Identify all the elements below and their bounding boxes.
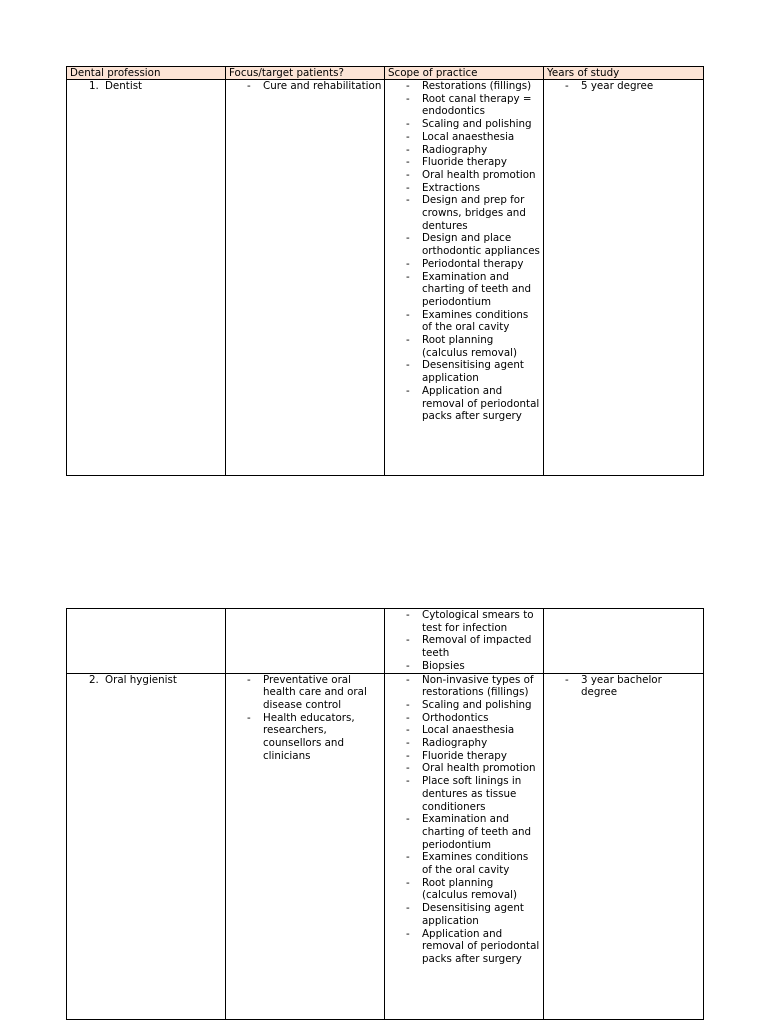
list-item [388, 674, 543, 699]
list-item-text: 5 year degree [581, 80, 654, 92]
list-marker: - [247, 80, 251, 92]
list-item-text: Root planning (calculus removal) [422, 876, 518, 902]
profession-list [70, 674, 225, 687]
list-item-text: Radiography [422, 143, 488, 156]
cell-years [544, 609, 704, 674]
list-item [388, 334, 543, 359]
list-marker: - [406, 609, 410, 621]
list-item-text: Removal of impacted teeth [422, 634, 532, 660]
list-marker: - [406, 851, 410, 864]
list-item-text: Cure and rehabilitation [263, 80, 382, 92]
list-item [388, 609, 543, 634]
list-marker: - [406, 384, 410, 397]
list-item [388, 775, 543, 813]
list-item-text: Scaling and polishing [422, 118, 532, 131]
cell-scope [385, 80, 544, 476]
list-item-text: Periodontal therapy [422, 257, 524, 270]
list-item [388, 271, 543, 309]
list-item [388, 194, 543, 232]
list-item-text: Local anaesthesia [422, 130, 515, 143]
list-item-text: Restorations (fillings) [422, 80, 532, 92]
list-marker: - [406, 130, 410, 143]
list-marker: - [406, 813, 410, 826]
list-item-text: Application and removal of periodontal packs after surgery [422, 927, 540, 965]
list-marker: - [406, 927, 410, 940]
list-item [388, 118, 543, 131]
list-marker: - [406, 876, 410, 889]
list-marker: - [406, 711, 410, 724]
list-item-text: Application and removal of periodontal packs after surgery [422, 384, 540, 423]
years-list [547, 674, 703, 699]
focus-list [229, 80, 384, 93]
list-item-text: Radiography [422, 737, 488, 750]
list-marker: - [406, 673, 410, 686]
list-item [388, 385, 543, 423]
list-item-text: Place soft linings in dentures as tissue conditioners [422, 775, 522, 813]
list-marker: - [406, 749, 410, 762]
list-item-text: Examination and charting of teeth and periodontium [422, 270, 532, 308]
list-marker: - [406, 762, 410, 775]
list-item-text: Examination and charting of teeth and periodontium [422, 813, 532, 851]
list-marker: - [406, 80, 410, 92]
header-years-of-study: Years of study [544, 67, 704, 80]
list-marker: - [406, 359, 410, 372]
list-item-text: Examines conditions of the oral cavity [422, 851, 529, 877]
list-marker: - [406, 194, 410, 207]
scope-list [388, 609, 543, 673]
list-item-text: Fluoride therapy [422, 156, 507, 169]
list-item [388, 928, 543, 966]
list-item-text: Preventative oral health care and oral disease control [263, 673, 367, 711]
list-item [388, 660, 543, 673]
list-item [388, 712, 543, 725]
list-marker: - [406, 156, 410, 169]
list-item-text: Oral health promotion [422, 168, 536, 181]
list-item-text: Cytological smears to test for infection [422, 609, 534, 634]
list-item-text: Desensitising agent application [422, 902, 524, 927]
list-item-text: Desensitising agent application [422, 359, 524, 385]
list-item [229, 674, 384, 712]
list-item [388, 93, 543, 118]
list-marker: - [406, 698, 410, 711]
list-marker: - [406, 634, 410, 647]
cell-scope [385, 609, 544, 674]
list-item [388, 258, 543, 271]
list-item-text: Oral health promotion [422, 762, 536, 775]
list-item [388, 182, 543, 195]
list-item [388, 813, 543, 851]
focus-list [229, 674, 384, 763]
list-marker: - [406, 737, 410, 750]
list-item-text: Fluoride therapy [422, 749, 507, 762]
list-item [388, 902, 543, 927]
header-scope-of-practice: Scope of practice [385, 67, 544, 80]
list-item [229, 80, 384, 93]
list-item [388, 737, 543, 750]
list-marker: - [406, 334, 410, 347]
list-marker: - [247, 711, 251, 724]
list-item [388, 724, 543, 737]
list-marker: - [406, 270, 410, 283]
cell-years [544, 80, 704, 476]
list-item-text: Root canal therapy = endodontics [422, 92, 532, 118]
list-item [229, 712, 384, 763]
list-item-text: Design and place orthodontic appliances [422, 232, 540, 258]
table-row-dentist-continued [67, 609, 704, 674]
list-marker: - [565, 673, 569, 686]
list-marker: - [406, 143, 410, 156]
list-item-text: Examines conditions of the oral cavity [422, 308, 529, 334]
list-item [388, 144, 543, 157]
cell-profession [67, 673, 226, 1019]
list-marker: - [406, 118, 410, 131]
profession-table-2 [66, 608, 704, 1020]
scope-list [388, 674, 543, 966]
list-item [388, 750, 543, 763]
list-marker: - [406, 181, 410, 194]
profession-table-1 [66, 66, 704, 476]
profession-number: 1. [89, 80, 99, 92]
cell-scope [385, 673, 544, 1019]
list-item [89, 674, 225, 687]
list-item [388, 156, 543, 169]
table-row-dentist [67, 80, 704, 476]
list-marker: - [406, 775, 410, 788]
cell-focus [226, 609, 385, 674]
list-item-text: Non-invasive types of restorations (fillings) [422, 673, 534, 699]
list-marker: - [406, 92, 410, 105]
list-item [388, 851, 543, 876]
list-marker: - [406, 902, 410, 915]
list-item [89, 80, 225, 93]
cell-focus [226, 80, 385, 476]
list-item [388, 359, 543, 384]
cell-years [544, 673, 704, 1019]
list-item-text: Extractions [422, 181, 480, 194]
cell-profession [67, 80, 226, 476]
list-item [547, 674, 703, 699]
header-dental-profession: Dental profession [67, 67, 226, 80]
list-item [388, 232, 543, 257]
list-marker: - [406, 724, 410, 737]
list-item [388, 169, 543, 182]
list-item-text: Scaling and polishing [422, 698, 532, 711]
list-marker: - [406, 308, 410, 321]
list-item [388, 80, 543, 93]
list-marker: - [406, 168, 410, 181]
list-item-text: 3 year bachelor degree [581, 673, 662, 699]
table-row-oral-hygienist [67, 673, 704, 1019]
list-marker: - [565, 80, 569, 92]
list-marker: - [406, 257, 410, 270]
list-marker: - [247, 673, 251, 686]
list-item [388, 762, 543, 775]
header-focus-target-patients: Focus/target patients? [226, 67, 385, 80]
list-item [388, 309, 543, 334]
list-item-text: Biopsies [422, 659, 465, 672]
list-item [388, 634, 543, 659]
header-row [67, 67, 704, 80]
scope-list [388, 80, 543, 423]
profession-name: Oral hygienist [105, 673, 177, 686]
list-item [547, 80, 703, 93]
cell-profession [67, 609, 226, 674]
list-marker: - [406, 659, 410, 672]
cell-focus [226, 673, 385, 1019]
list-item-text: Design and prep for crowns, bridges and dentures [422, 194, 526, 232]
list-marker: - [406, 232, 410, 245]
list-item [388, 131, 543, 144]
years-list [547, 80, 703, 93]
list-item-text: Local anaesthesia [422, 724, 515, 737]
list-item [388, 877, 543, 902]
list-item [388, 699, 543, 712]
list-item-text: Health educators, researchers, counsellors and clinicians [263, 711, 355, 762]
profession-number: 2. [89, 673, 99, 686]
profession-name: Dentist [105, 80, 143, 92]
list-item-text: Root planning (calculus removal) [422, 334, 518, 359]
list-item-text: Orthodontics [422, 711, 489, 724]
profession-list [70, 80, 225, 93]
